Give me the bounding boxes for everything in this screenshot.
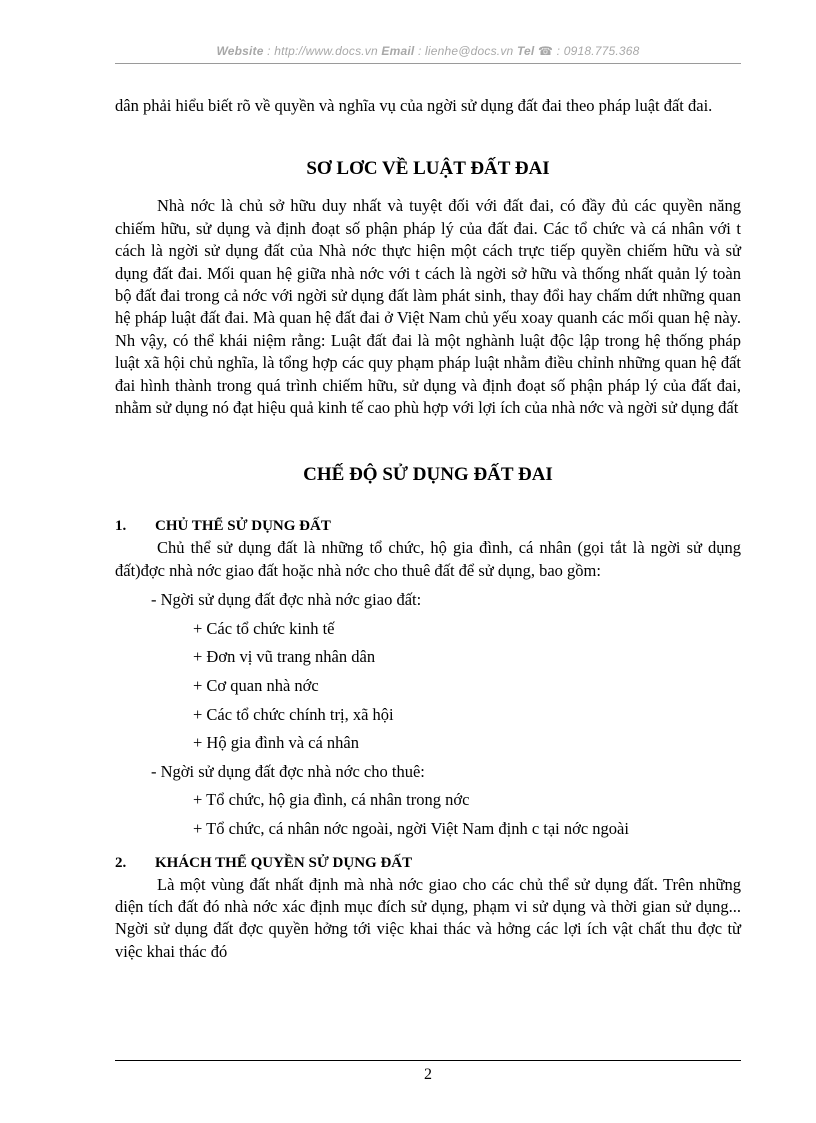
section-2-heading [115, 852, 741, 874]
section-2-title: KHÁCH THỂ QUYỀN SỬ DỤNG ĐẤT [155, 854, 413, 871]
header-divider [115, 63, 741, 64]
header-website-label: Website [216, 44, 264, 58]
list-item: + Đơn vị vũ trang nhân dân [193, 647, 376, 667]
list-item: - Ngời sử dụng đất đợc nhà nớc giao đất: [151, 590, 422, 610]
list-item: + Hộ gia đình và cá nhân [193, 733, 360, 753]
page-header [115, 44, 741, 58]
list-item: + Các tổ chức kinh tế [193, 618, 335, 638]
page-number: 2 [424, 1066, 432, 1083]
land-user-list [115, 586, 741, 843]
document-body [115, 95, 741, 963]
header-tel-value: ☎ : 0918.775.368 [534, 44, 640, 58]
intro-paragraph: dân phải hiểu biết rõ về quyền và nghĩa vụ của ngời sử dụng đất đai theo pháp luật đất đai. [115, 96, 713, 115]
section-2-number: 2. [115, 854, 127, 871]
list-item: + Cơ quan nhà nớc [193, 676, 319, 696]
section-1-heading [115, 515, 741, 537]
list-item: + Các tổ chức chính trị, xã hội [193, 704, 394, 724]
list-item: + Tổ chức, cá nhân nớc ngoài, ngời Việt Nam định c tại nớc ngoài [193, 819, 629, 839]
header-website-value: : http://www.docs.vn [263, 44, 382, 58]
title-overview-land-law: SƠ LƠC VỀ LUẬT ĐẤT ĐAI [306, 158, 550, 180]
header-email-label: Email [381, 44, 415, 58]
list-item: + Tổ chức, hộ gia đình, cá nhân trong nớc [193, 790, 470, 810]
paragraph-land-law-definition: Nhà nớc là chủ sở hữu duy nhất và tuyệt đối với đất đai, có đầy đủ các quyền năng chiếm hữu, sử dụng và định đoạt số phận pháp lý của đất đai. Các tổ chức và cá nhân với t cách là ngời sử dụng đất của Nhà nớc thực hiện một cách trực tiếp quyền chiếm hữu và sử dụng đất đai. Mối quan hệ giữa nhà nớc với t cách là ngời sở hữu và thống nhất quản lý toàn bộ đất đai trong cả nớc với ngời sử dụng đất làm phát sinh, thay đổi hay chấm dứt những quan hệ pháp luật đất đai. Mà quan hệ đất đai ở Việt Nam chủ yếu xoay quanh các mối quan hệ này. Nh vậy, có thể khái niệm rằng: Luật đất đai là một nghành luật độc lập trong hệ thống pháp luật xã hội chủ nghĩa, là tổng hợp các quy phạm pháp luật nhằm điều chỉnh những quan hệ đất đai hình thành trong quá trình chiếm hữu, sử dụng và định đoạt số phận pháp lý của đất đai, nhằm sử dụng nó đạt hiệu quả kinh tế cao phù hợp với lợi ích của nhà nớc và ngời sử dụng đất [115, 196, 741, 418]
header-email-value: : lienhe@docs.vn [414, 44, 517, 58]
section-1-paragraph: Chủ thể sử dụng đất là những tổ chức, hộ gia đình, cá nhân (gọi tắt là ngời sử dụng đất)đợc nhà nớc giao đất hoặc nhà nớc cho thuê đất để sử dụng, bao gồm: [115, 538, 741, 580]
header-tel-label: Tel [516, 44, 535, 58]
title-land-use-regime: CHẾ ĐỘ SỬ DỤNG ĐẤT ĐAI [303, 464, 553, 486]
footer-divider [115, 1060, 741, 1061]
section-1-title: CHỦ THỂ SỬ DỤNG ĐẤT [155, 518, 331, 535]
list-item: - Ngời sử dụng đất đợc nhà nớc cho thuê: [151, 761, 425, 781]
section-1-number: 1. [115, 518, 127, 535]
section-2-paragraph: Là một vùng đất nhất định mà nhà nớc giao cho các chủ thể sử dụng đất. Trên những diện tích đất đó nhà nớc xác định mục đích sử dụng, phạm vi sử dụng và thời gian sử dụng... Ngời sử dụng đất đợc quyền hởng tới việc khai thác và hởng các lợi ích vật chất thu đợc từ việc khai thác đó [115, 874, 741, 961]
